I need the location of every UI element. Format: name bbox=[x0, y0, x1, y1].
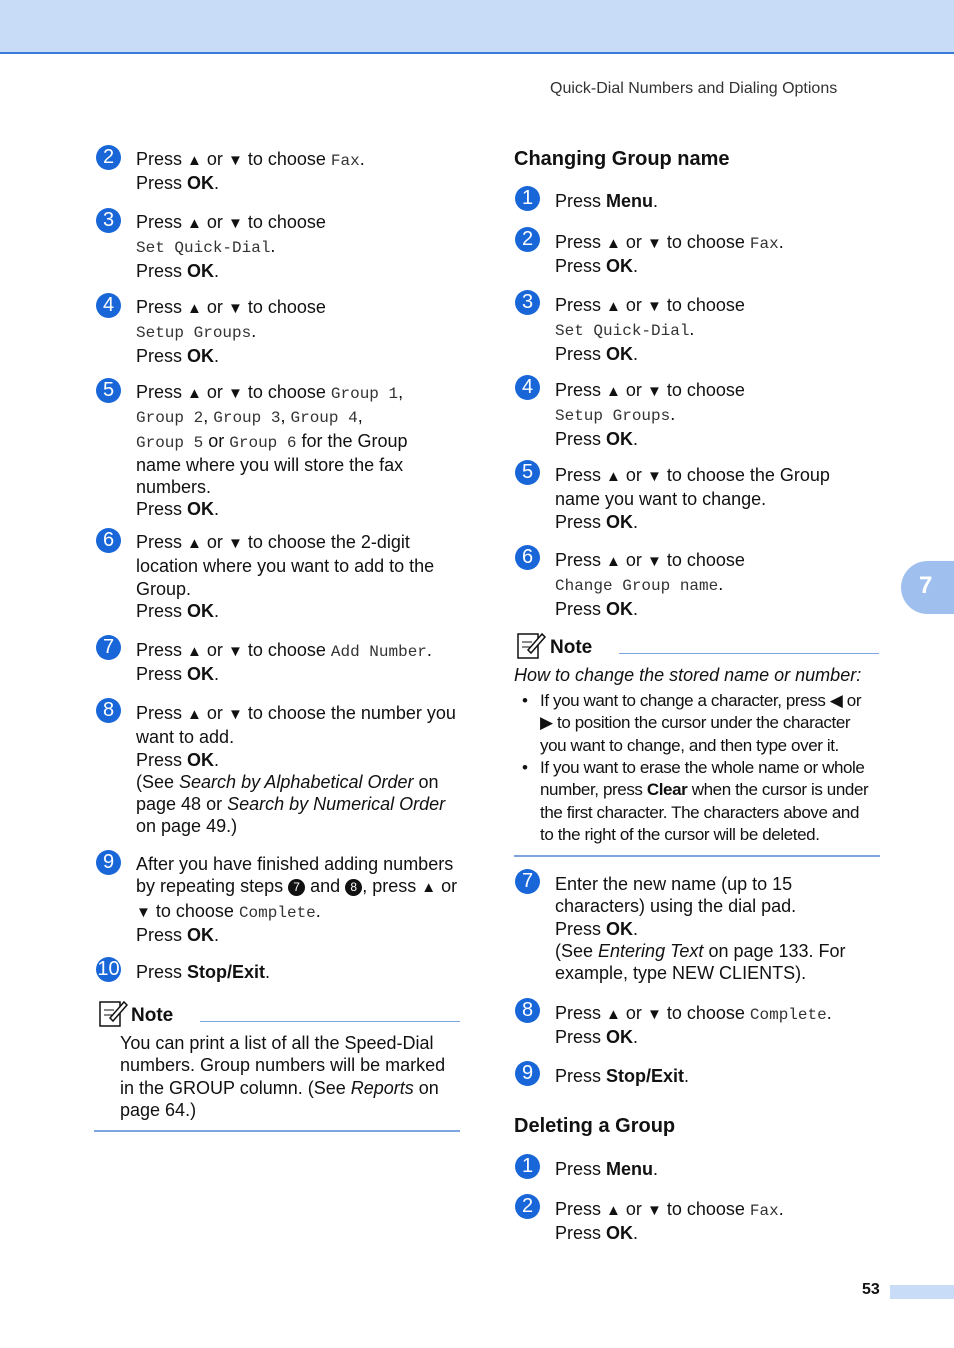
note-bottom-rule bbox=[514, 855, 880, 857]
step-number: 4 bbox=[515, 375, 540, 400]
up-arrow-icon: ▲ bbox=[606, 235, 621, 252]
down-arrow-icon: ▼ bbox=[227, 535, 243, 552]
down-arrow-icon: ▼ bbox=[227, 706, 243, 723]
down-arrow-icon: ▼ bbox=[646, 553, 662, 570]
down-arrow-icon: ▼ bbox=[646, 1006, 662, 1023]
step-number: 6 bbox=[515, 545, 540, 570]
step-number: 3 bbox=[96, 208, 121, 233]
step-number: 10 bbox=[97, 958, 120, 980]
up-arrow-icon: ▲ bbox=[187, 643, 202, 660]
up-arrow-icon: ▲ bbox=[606, 383, 621, 400]
up-arrow-icon: ▲ bbox=[606, 1202, 621, 1219]
step-text: Press ▲ or ▼ to choose Complete. Press OK. bbox=[555, 1003, 832, 1048]
note-rule bbox=[200, 1021, 460, 1022]
up-arrow-icon: ▲ bbox=[421, 879, 437, 897]
down-arrow-icon: ▼ bbox=[646, 468, 662, 485]
down-arrow-icon: ▼ bbox=[136, 903, 151, 921]
step-text: Press ▲ or ▼ to choose Add Number. Press OK. bbox=[136, 640, 432, 685]
step-text: After you have finished adding numbers by repeating steps 7 and 8 , press ▲ or ▼ to choose Complete. Press OK. bbox=[136, 854, 458, 945]
up-arrow-icon: ▲ bbox=[187, 535, 202, 552]
up-arrow-icon: ▲ bbox=[187, 152, 202, 169]
note-pencil-icon bbox=[98, 998, 128, 1028]
step-text: Press ▲ or ▼ to choose Set Quick-Dial. Press OK. bbox=[136, 212, 326, 281]
left-arrow-icon: ◀ bbox=[829, 691, 843, 710]
step-number: 2 bbox=[515, 1194, 540, 1219]
step-number: 9 bbox=[515, 1061, 540, 1086]
step-text: Enter the new name (up to 15 characters) using the dial pad. Press OK. (See Entering Text on page 133. For example, type NEW CLIENTS). bbox=[555, 874, 846, 984]
note-rule bbox=[619, 653, 879, 654]
footer-bar bbox=[890, 1285, 954, 1299]
step-number: 8 bbox=[515, 998, 540, 1023]
step-number: 9 bbox=[96, 850, 121, 875]
step-text: Press Menu. bbox=[555, 1159, 659, 1179]
right-arrow-icon: ▶ bbox=[540, 713, 553, 733]
step-text: Press ▲ or ▼ to choose Fax. Press OK. bbox=[136, 149, 365, 194]
down-arrow-icon: ▼ bbox=[227, 385, 243, 402]
note-subtitle: How to change the stored name or number: bbox=[514, 665, 862, 685]
step-number: 4 bbox=[96, 293, 121, 318]
down-arrow-icon: ▼ bbox=[646, 298, 662, 315]
note-title: Note bbox=[550, 637, 593, 658]
running-head: Quick-Dial Numbers and Dialing Options bbox=[550, 80, 838, 97]
header-bar bbox=[0, 0, 954, 54]
up-arrow-icon: ▲ bbox=[606, 553, 621, 570]
step-number: 2 bbox=[96, 145, 121, 170]
down-arrow-icon: ▼ bbox=[227, 643, 243, 660]
up-arrow-icon: ▲ bbox=[606, 1006, 621, 1023]
step-number: 2 bbox=[515, 227, 540, 252]
down-arrow-icon: ▼ bbox=[646, 383, 662, 400]
note-title: Note bbox=[131, 1005, 174, 1026]
up-arrow-icon: ▲ bbox=[187, 300, 202, 317]
step-number: 5 bbox=[515, 460, 540, 485]
note-pencil-icon bbox=[516, 630, 546, 660]
step-text: Press ▲ or ▼ to choose the Group name you want to change. Press OK. bbox=[555, 465, 830, 532]
section-heading: Changing Group name bbox=[514, 148, 730, 170]
up-arrow-icon: ▲ bbox=[187, 706, 202, 723]
step-number: 7 bbox=[96, 635, 121, 660]
step-text: Press ▲ or ▼ to choose Set Quick-Dial. Press OK. bbox=[555, 295, 745, 364]
up-arrow-icon: ▲ bbox=[606, 468, 621, 485]
step-text: Press Stop/Exit. bbox=[555, 1066, 690, 1086]
note-body: You can print a list of all the Speed-Dial numbers. Group numbers will be marked in the GROUP column. (See Reports on page 64.) bbox=[120, 1033, 446, 1120]
step-text: Press ▲ or ▼ to choose Change Group name. Press OK. bbox=[555, 550, 745, 619]
down-arrow-icon: ▼ bbox=[646, 235, 662, 252]
step-number: 3 bbox=[515, 290, 540, 315]
step-text: Press ▲ or ▼ to choose Group 1, Group 2, Group 3, Group 4, Group 5 or Group 6 for the Group name where you will store the fax numbers. Press OK. bbox=[136, 382, 408, 520]
note-bullet: • If you want to change a character, press ◀ or ▶ to position the cursor under the character you want to change, and then type over it. bbox=[522, 691, 862, 755]
step-number: 1 bbox=[515, 186, 540, 211]
up-arrow-icon: ▲ bbox=[187, 215, 202, 232]
up-arrow-icon: ▲ bbox=[606, 298, 621, 315]
step-text: Press ▲ or ▼ to choose Setup Groups. Press OK. bbox=[136, 297, 326, 366]
step-number: 7 bbox=[515, 869, 540, 894]
chapter-tab: 7 bbox=[901, 561, 954, 614]
step-number: 1 bbox=[515, 1154, 540, 1179]
down-arrow-icon: ▼ bbox=[646, 1202, 662, 1219]
step-number: 5 bbox=[96, 378, 121, 403]
up-arrow-icon: ▲ bbox=[187, 385, 202, 402]
step-number: 6 bbox=[96, 528, 121, 553]
step-text: Press ▲ or ▼ to choose Fax. Press OK. bbox=[555, 232, 784, 277]
step-number: 8 bbox=[96, 698, 121, 723]
down-arrow-icon: ▼ bbox=[227, 300, 243, 317]
step-text: Press Menu. bbox=[555, 191, 659, 211]
step-text: Press ▲ or ▼ to choose the 2-digit location where you want to add to the Group. Press OK. bbox=[136, 532, 435, 621]
step-text: Press ▲ or ▼ to choose Setup Groups. Press OK. bbox=[555, 380, 745, 449]
step-text: Press ▲ or ▼ to choose the number you want to add. Press OK. (See Search by Alphabetical Order on page 48 or Search by Numerical Order on page 49.) bbox=[136, 703, 456, 837]
page-number: 53 bbox=[862, 1281, 880, 1298]
step-text: Press Stop/Exit. bbox=[136, 962, 271, 982]
down-arrow-icon: ▼ bbox=[227, 215, 243, 232]
step-text: Press ▲ or ▼ to choose Fax. Press OK. bbox=[555, 1199, 784, 1244]
down-arrow-icon: ▼ bbox=[227, 152, 243, 169]
note-bullet: • If you want to erase the whole name or whole number, press Clear when the cursor is under the first character. The characters above and to the right of the cursor will be deleted. bbox=[522, 758, 869, 844]
note-bottom-rule bbox=[94, 1130, 460, 1132]
section-heading: Deleting a Group bbox=[514, 1115, 676, 1137]
